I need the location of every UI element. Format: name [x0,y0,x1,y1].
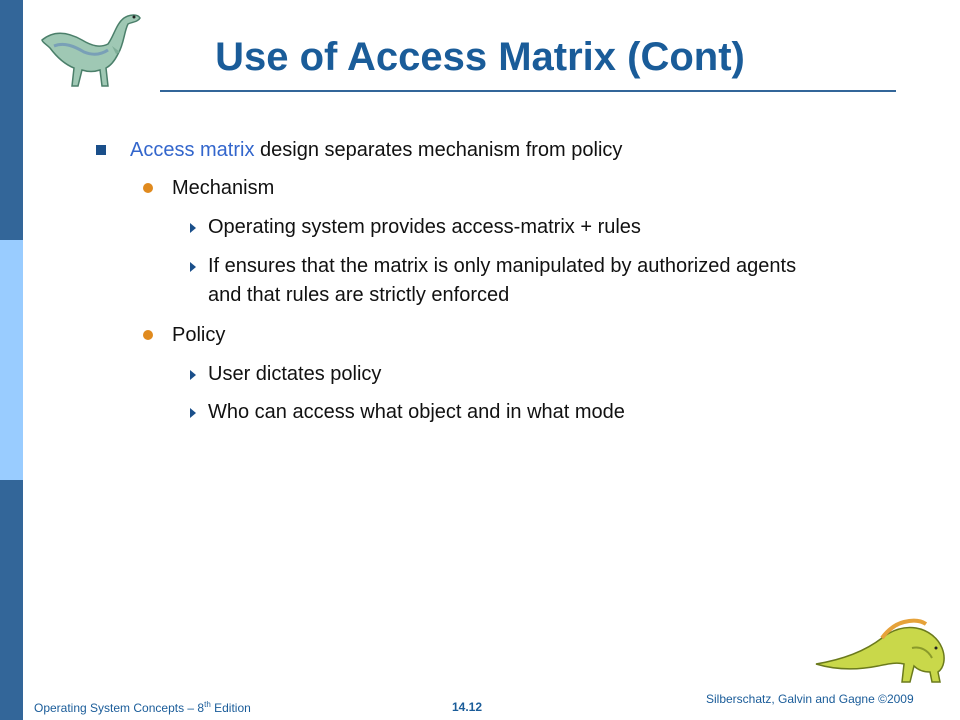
bullet-mechanism-item-2b: and that rules are strictly enforced [208,284,510,306]
bullet-policy-item-1: User dictates policy [208,363,382,385]
bullet-level1-text [130,139,622,162]
round-bullet-icon [143,183,153,193]
footer-book-title-prefix: Operating System Concepts – 8 [34,701,205,715]
footer-slide-number: 14.12 [452,700,483,714]
footer-book-title [34,700,251,715]
footer-book-title-sup: th [204,700,211,709]
bullet-level1-rest: design separates mechanism from policy [254,139,623,161]
bullet-policy-item-2: Who can access what object and in what mode [208,401,625,423]
round-bullet-icon [143,330,153,340]
square-bullet-icon [96,145,106,155]
bullet-mechanism: Mechanism [172,177,275,199]
bullet-mechanism-item-2a: If ensures that the matrix is only manipulated by authorized agents [208,255,797,277]
accent-term: Access matrix [130,139,255,161]
bullet-policy: Policy [172,324,226,346]
triangle-bullet-icon [190,262,196,272]
footer-authors: Silberschatz, Galvin and Gagne ©2009 [706,692,914,706]
footer-book-title-suffix: Edition [210,701,251,715]
triangle-bullet-icon [190,223,196,233]
bullet-mechanism-item-1: Operating system provides access-matrix + rules [208,216,641,238]
slide-title: Use of Access Matrix (Cont) [215,35,745,79]
triangle-bullet-icon [190,408,196,418]
triangle-bullet-icon [190,370,196,380]
